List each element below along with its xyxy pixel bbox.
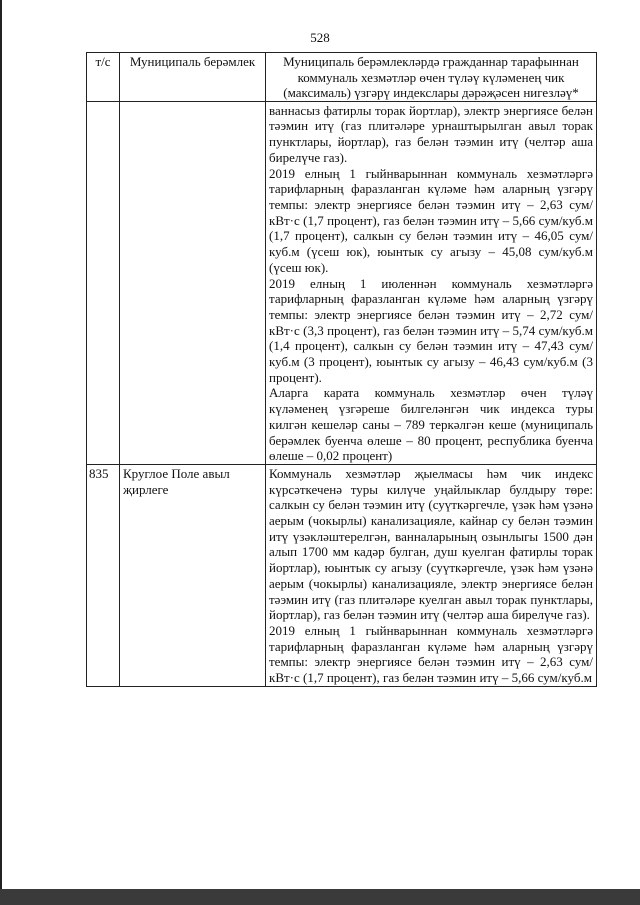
row-number (87, 101, 120, 464)
paragraph: Коммуналь хезмәтләр җыелмасы һәм чик индекс күрсәткеченә туры килүче уңайлыклар булдыру төре: салкын су белән тәэмин итү (суүткәргечле, үзәк һәм үзәнә аерым (чокырлы) канализацияле, кайнар су белән тәэмин итү үзәкләштерелгән, ванналарының озынлыгы 1500 дән алып 1700 мм кадәр булган, душ куелган фатирлы торак йортлар), юынтык су агызу (суүткәргечле, үзәк һәм үзәнә аерым (чокырлы) канализацияле, электр энергиясе белән тәэмин итү (газ плитәләре куелган авыл торак пунктлары, йортлар), газ белән тәэмин итү (челтәр аша бирелүче газ). (269, 465, 593, 623)
scan-bottom-edge (0, 889, 640, 905)
table-row (87, 464, 597, 686)
header-indices: Муниципаль берәмлекләрдә гражданнар тарафыннан коммуналь хезмәтләр өчен түләү күләменең чик (максималь) үзгәрү индекслары дәрәҗәсен нигезләү* (266, 53, 597, 102)
header-number: т/с (87, 53, 120, 102)
row-description (266, 464, 597, 686)
paragraph: 2019 елның 1 гыйнварыннан коммуналь хезмәтләргә тарифларның фаразланган күләме һәм аларның үзгәрү темпы: электр энергиясе белән тәэмин итү – 2,63 сум/кВт·с (1,7 процент), газ белән тәэмин итү – 5,66 сум/куб.м (269, 622, 593, 686)
row-municipality: Круглое Поле авыл җирлеге (120, 464, 266, 686)
tariff-table (86, 52, 597, 687)
header-municipality: Муниципаль берәмлек (120, 53, 266, 102)
scan-left-edge (0, 0, 2, 905)
row-municipality (120, 101, 266, 464)
row-description (266, 101, 597, 464)
paragraph: 2019 елның 1 июленнән коммуналь хезмәтләргә тарифларның фаразланган күләме һәм аларның үзгәрү темпы: электр энергиясе белән тәэмин итү – 2,72 сум/кВт·с (3,3 процент), газ белән тәэмин итү – 5,74 сум/куб.м (1,4 процент), салкын су белән тәэмин итү – 47,43 сум/куб.м (3 процент), юынтык су агызу – 46,43 сум/куб.м (3 процент). (269, 275, 593, 385)
paragraph: Аларга карата коммуналь хезмәтләр өчен түләү күләменең үзгәреше билгеләнгән чик индекса туры килгән кешеләр саны – 789 теркәлгән кеше (муниципаль берәмлек буенча өлеше – 80 процент, республика буенча өлеше – 0,02 процент) (269, 385, 593, 464)
row-number: 835 (87, 464, 120, 686)
table-row (87, 101, 597, 464)
paragraph: ваннасыз фатирлы торак йортлар), электр энергиясе белән тәэмин итү (газ плитәләре урнаштырылган авыл торак пунктлары, йортлар), газ белән тәэмин итү (челтәр аша бирелүче газ). (269, 102, 593, 165)
table-header-row (87, 53, 597, 102)
paragraph: 2019 елның 1 гыйнварыннан коммуналь хезмәтләргә тарифларның фаразланган күләме һәм аларның үзгәрү темпы: электр энергиясе белән тәэмин итү – 2,63 сум/кВт·с (1,7 процент), газ белән тәэмин итү – 5,66 сум/куб.м (1,7 процент), салкын су белән тәэмин итү – 46,05 сум/куб.м (үсеш юк), юынтык су агызу – 45,08 сум/куб.м (үсеш юк). (269, 165, 593, 275)
page-number: 528 (310, 30, 330, 45)
